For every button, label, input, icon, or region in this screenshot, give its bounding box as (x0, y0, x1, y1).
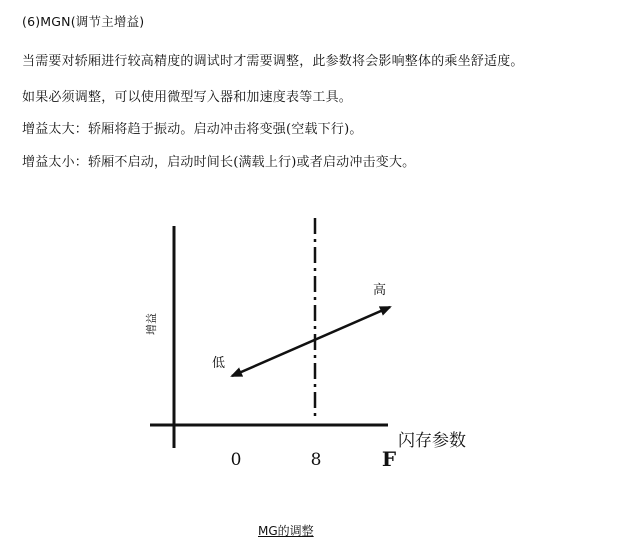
section-heading: (6)MGN(调节主增益) (22, 14, 145, 29)
tick-label-8: 8 (310, 450, 322, 470)
paragraph-2: 如果必须调整，可以使用微型写入器和加速度表等工具。 (22, 90, 353, 105)
x-axis-label: 闪存参数 (398, 431, 466, 451)
high-label: 高 (373, 283, 387, 298)
tick-label-0: 0 (230, 450, 242, 470)
paragraph-4: 增益太小：轿厢不启动，启动时间长(满载上行)或者启动冲击变大。 (22, 155, 416, 170)
paragraph-3: 增益太大：轿厢将趋于振动。启动冲击将变强(空载下行)。 (22, 122, 363, 137)
low-label: 低 (212, 356, 226, 371)
figure-caption: MG的调整 (258, 524, 314, 538)
tick-label-F: F (381, 447, 397, 471)
gain-arrow (232, 307, 390, 376)
y-axis-label: 增益 (145, 313, 158, 335)
paragraph-1: 当需要对轿厢进行较高精度的调试时才需要调整，此参数将会影响整体的乘坐舒适度。 (22, 54, 524, 69)
